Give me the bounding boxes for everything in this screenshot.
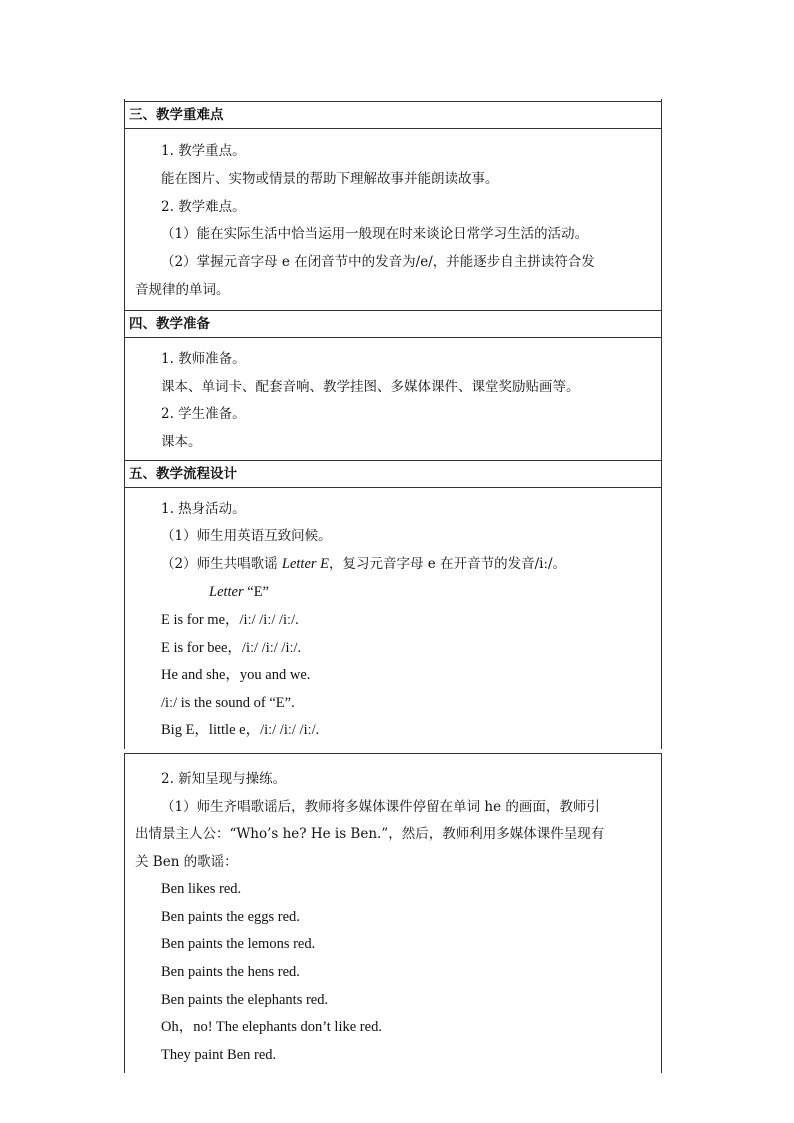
text-line: 1. 教学重点。	[161, 143, 246, 159]
text-line: 2. 教学难点。	[161, 199, 246, 215]
text-line: 2. 学生准备。	[161, 406, 246, 422]
text-line: 能在图片、实物或情景的帮助下理解故事并能朗读故事。	[161, 171, 499, 187]
chant-line: E is for me，/iː/ /iː/ /iː/.	[161, 612, 299, 628]
section-heading-key-points: 三、教学重难点	[125, 101, 661, 129]
text-line: （2）师生共唱歌谣 Letter E，复习元音字母 e 在开音节的发音/iː/。	[161, 556, 567, 572]
chant-line: Ben paints the hens red.	[161, 964, 300, 980]
section-heading-process: 五、教学流程设计	[125, 460, 661, 488]
chant-line: Ben paints the lemons red.	[161, 936, 316, 952]
chant-line: Oh，no! The elephants don’t like red.	[161, 1019, 382, 1035]
chant-line: E is for bee，/iː/ /iː/ /iː/.	[161, 640, 302, 656]
text-line: 课本。	[161, 434, 202, 450]
text-line: 1. 热身活动。	[161, 501, 246, 517]
text-line: 音规律的单词。	[135, 282, 230, 298]
chant-line: Big E，little e，/iː/ /iː/ /iː/.	[161, 722, 320, 738]
text-line: （1）师生齐唱歌谣后，教师将多媒体课件停留在单词 he 的画面，教师引	[161, 799, 600, 815]
text-line: 2. 新知呈现与操练。	[161, 771, 287, 787]
text-line: 1. 教师准备。	[161, 351, 246, 367]
text-line: （1）能在实际生活中恰当运用一般现在时来谈论日常学习生活的活动。	[161, 226, 589, 242]
chant-line: Ben likes red.	[161, 881, 242, 897]
text-line: 出情景主人公：“Who’s he? He is Ben.”，然后，教师利用多媒体课件呈现有	[135, 826, 605, 842]
chant-line: He and she，you and we.	[161, 667, 311, 683]
lesson-table-part2	[124, 753, 662, 1073]
song-title: Letter E	[281, 556, 330, 572]
section-heading-preparation: 四、教学准备	[125, 310, 661, 338]
chant-line: Ben paints the elephants red.	[161, 992, 329, 1008]
text-line: （1）师生用英语互致问候。	[161, 528, 332, 544]
chant-line: Ben paints the eggs red.	[161, 909, 300, 925]
text-line: （2）掌握元音字母 e 在闭音节中的发音为/e/，并能逐步自主拼读符合发	[161, 254, 595, 270]
lesson-table-part1	[124, 99, 662, 749]
text-line: 关 Ben 的歌谣：	[135, 854, 238, 870]
chant-title: Letter “E”	[209, 584, 269, 600]
chant-line: They paint Ben red.	[161, 1047, 277, 1063]
chant-line: /iː/ is the sound of “E”.	[161, 695, 295, 711]
text-line: 课本、单词卡、配套音响、教学挂图、多媒体课件、课堂奖励贴画等。	[161, 379, 580, 395]
